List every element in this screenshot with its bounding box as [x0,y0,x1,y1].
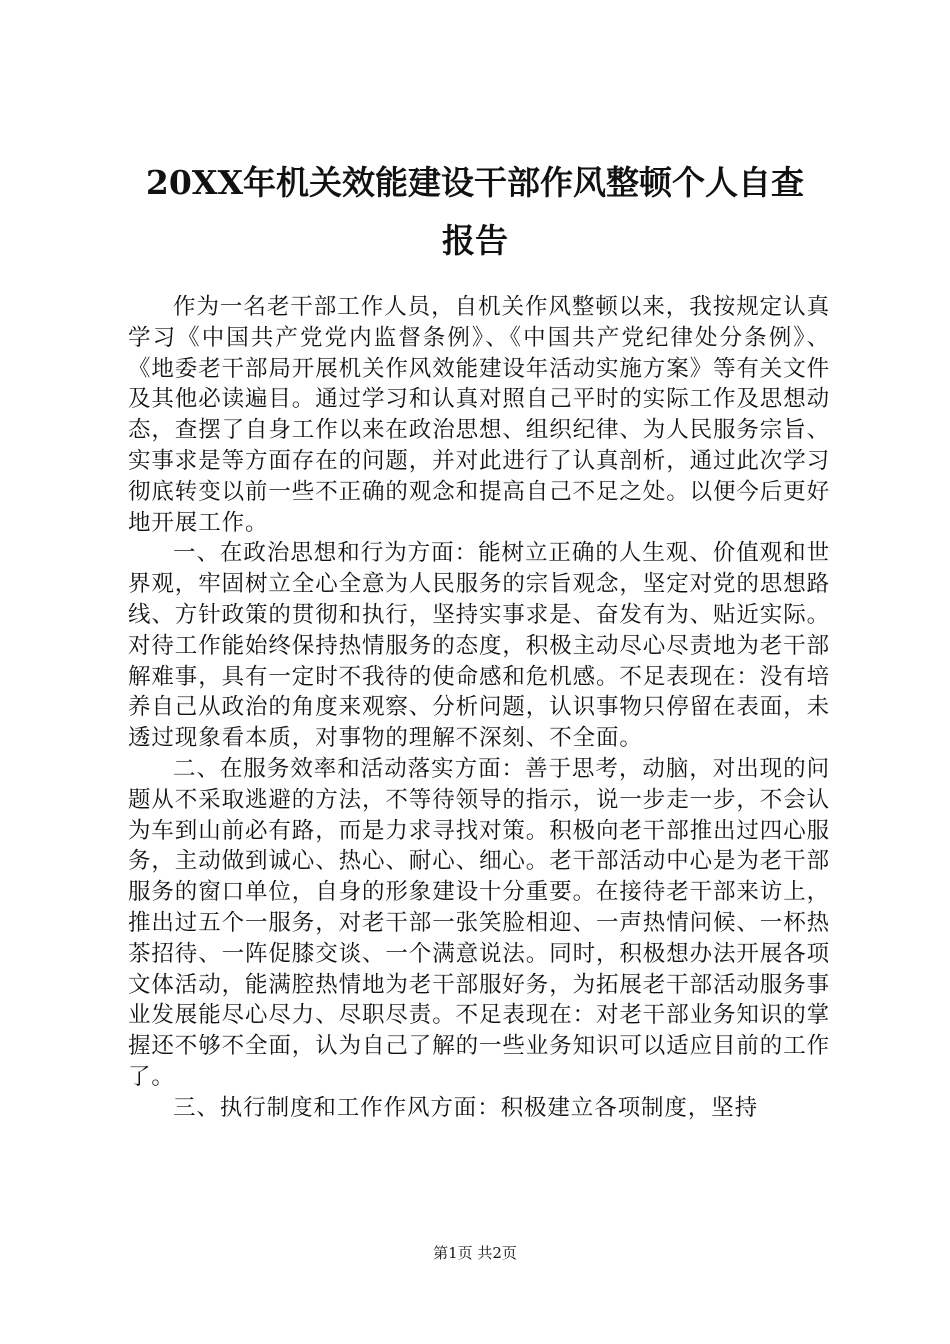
paragraph-intro: 作为一名老干部工作人员，自机关作风整顿以来，我按规定认真学习《中国共产党党内监督条例》、《中国共产党纪律处分条例》、《地委老干部局开展机关作风效能建设年活动实施方案》等有关文件及其他必读遍目。通过学习和认真对照自己平时的实际工作及思想动态，查摆了自身工作以来在政治思想、组织纪律、为人民服务宗旨、实事求是等方面存在的问题，并对此进行了认真剖析，通过此次学习彻底转变以前一些不正确的观念和提高自己不足之处。以便今后更好地开展工作。 [128,294,831,536]
document-body [128,292,830,1124]
paragraph-section-3: 三、执行制度和工作作风方面：积极建立各项制度，坚持 [173,1094,759,1121]
page-title [110,154,840,270]
paragraph-section-2: 二、在服务效率和活动落实方面：善于思考，动脑，对出现的问题从不采取逃避的方法，不等待领导的指示，说一步走一步，不会认为车到山前必有路，而是力求寻找对策。积极向老干部推出过四心服务，主动做到诚心、热心、耐心、细心。老干部活动中心是为老干部服务的窗口单位，自身的形象建设十分重要。在接待老干部来访上，推出过五个一服务，对老干部一张笑脸相迎、一声热情问候、一杯热茶招待、一阵促膝交谈、一个满意说法。同时，积极想办法开展各项文体活动，能满腔热情地为老干部服好务，为拓展老干部活动服务事业发展能尽心尽力、尽职尽责。不足表现在：对老干部业务知识的掌握还不够不全面，认为自己了解的一些业务知识可以适应目前的工作了。 [128,755,831,1090]
page-number-footer: 第1页 共2页 [433,1244,517,1262]
paragraph-section-1: 一、在政治思想和行为方面：能树立正确的人生观、价值观和世界观，牢固树立全心全意为人民服务的宗旨观念，坚定对党的思想路线、方针政策的贯彻和执行，坚持实事求是、奋发有为、贴近实际。对待工作能始终保持热情服务的态度，积极主动尽心尽责地为老干部解难事，具有一定时不我待的使命感和危机感。不足表现在：没有培养自己从政治的角度来观察、分析问题，认识事物只停留在表面，未透过现象看本质，对事物的理解不深刻、不全面。 [128,540,831,752]
title-line-2: 报告 [442,221,508,260]
title-line-1: 20XX年机关效能建设干部作风整顿个人自查 [145,163,805,202]
